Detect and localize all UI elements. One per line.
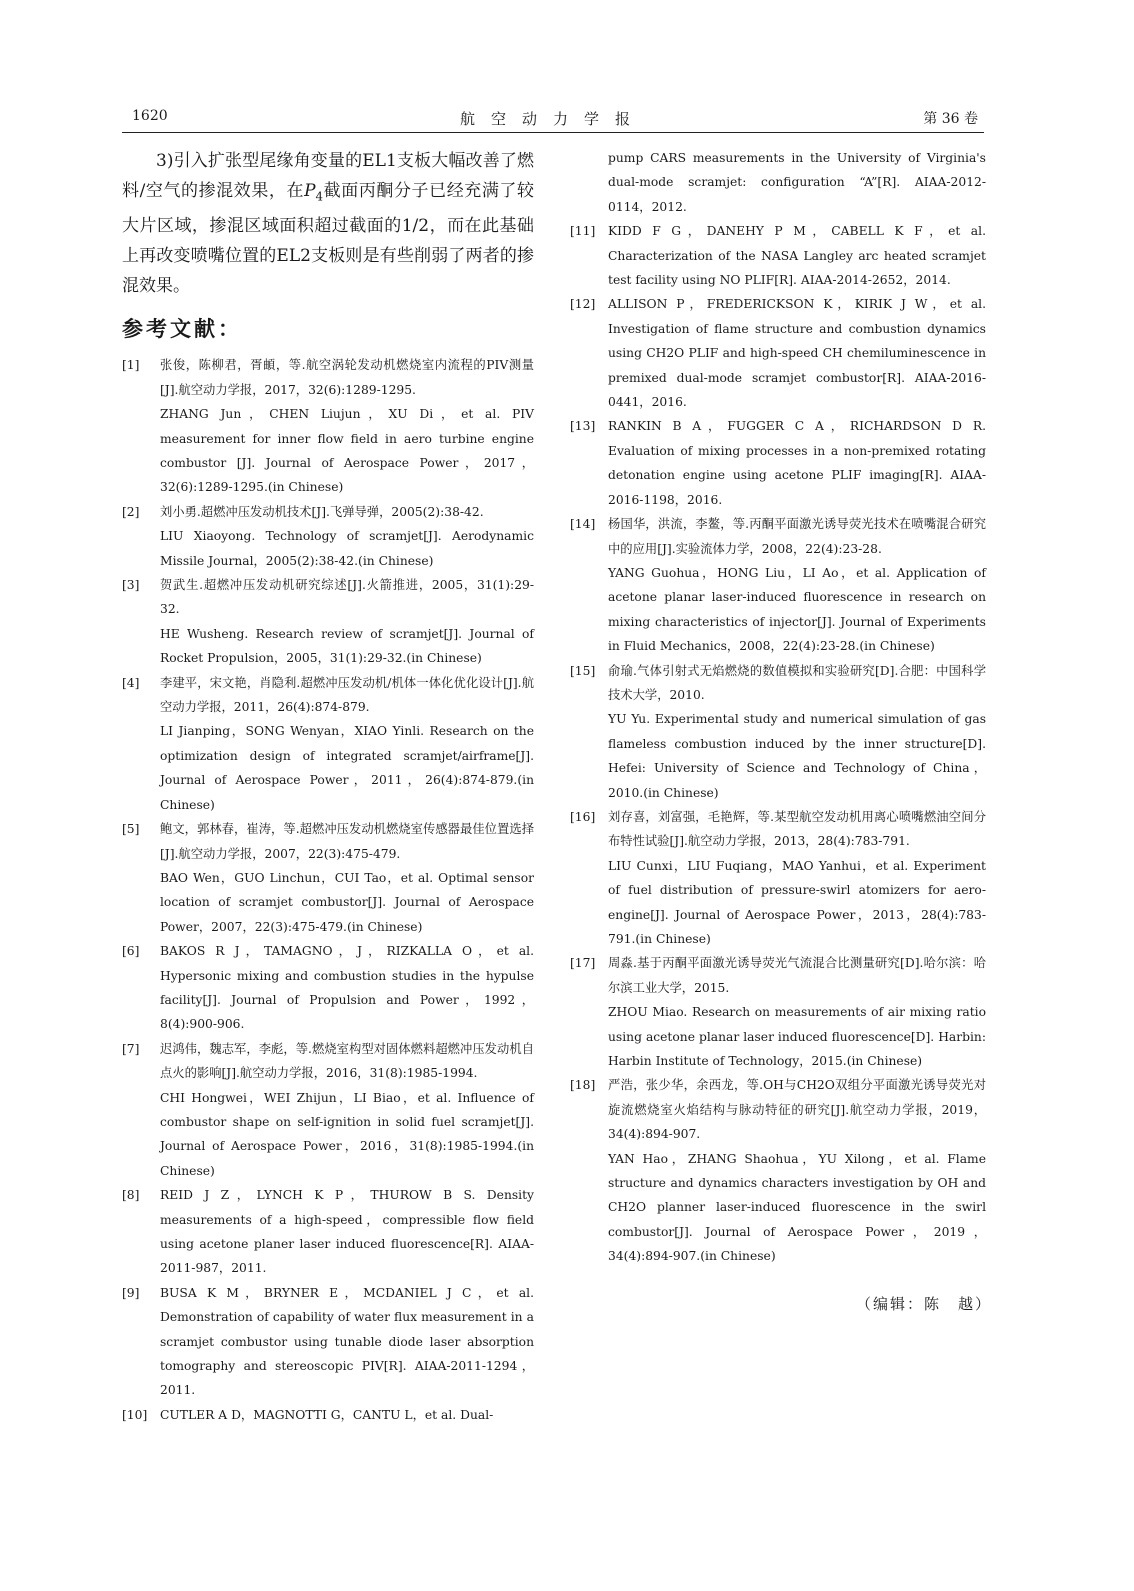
editor-note: （编辑：陈 越）: [855, 1295, 992, 1313]
reference-item: [570, 951, 986, 1073]
left-column: [122, 146, 534, 1427]
reference-line: 张俊，陈柳君，胥頔，等.航空涡轮发动机燃烧室内流程的PIV测量[J].航空动力学报，2017，32(6):1289-1295.: [160, 358, 534, 397]
reference-text: [160, 939, 534, 1037]
reference-item: [122, 573, 534, 671]
reference-list-left: [122, 353, 534, 1427]
reference-item: [122, 1281, 534, 1403]
reference-line: ZHANG Jun，CHEN Liujun，XU Di，et al. PIV measurement for inner flow field in aero turbine engine combustor [J]. Journal of Aerospace Power，2017，32(6):1289-1295.(in Chinese): [160, 407, 534, 495]
reference-item: [570, 659, 986, 805]
reference-line: BAO Wen，GUO Linchun，CUI Tao，et al. Optimal sensor location of scramjet combustor[J]. Journal of Aerospace Power，2007，22(3):475-479.(in Chinese): [160, 870, 534, 934]
volume-label: 第 36 卷: [923, 111, 978, 127]
references-heading: 参考文献：: [122, 317, 242, 342]
reference-item: [122, 1403, 534, 1427]
reference-item: [570, 219, 986, 292]
reference-number: [5]: [122, 822, 140, 837]
reference-line: 鲍文，郭林春，崔涛，等.超燃冲压发动机燃烧室传感器最佳位置选择[J].航空动力学报，2007，22(3):475-479.: [160, 822, 534, 861]
reference-line: REID J Z，LYNCH K P，THUROW B S. Density measurements of a high-speed，compressible flow field using acetone planer laser induced fluorescence[R]. AIAA-2011-987，2011.: [160, 1188, 534, 1276]
reference-number: [8]: [122, 1188, 140, 1203]
reference-text: [160, 353, 534, 499]
reference-text: [160, 500, 534, 573]
reference-item: [570, 1073, 986, 1268]
reference-line: 李建平，宋文艳，肖隐利.超燃冲压发动机/机体一体化优化设计[J].航空动力学报，2011，26(4):874-879.: [160, 675, 534, 715]
reference-number: [13]: [570, 419, 596, 434]
reference-item: [122, 817, 534, 939]
reference-line: 周淼.基于丙酮平面激光诱导荧光气流混合比测量研究[D].哈尔滨：哈尔滨工业大学，2015.: [608, 956, 986, 995]
reference-text: [608, 146, 986, 219]
reference-line: HE Wusheng. Research review of scramjet[J]. Journal of Rocket Propulsion，2005，31(1):29-32.(in Chinese): [160, 626, 534, 666]
reference-number: [16]: [570, 809, 596, 824]
reference-line: YU Yu. Experimental study and numerical simulation of gas flameless combustion induced by the inner structure[D]. Hefei: University of Science and Technology of China，2010.(in Chinese): [608, 712, 986, 800]
running-header: [122, 104, 984, 133]
reference-number: [9]: [122, 1285, 140, 1300]
reference-line: LIU Xiaoyong. Technology of scramjet[J]. Aerodynamic Missile Journal，2005(2):38-42.(in Chinese): [160, 529, 534, 568]
reference-text: [160, 671, 534, 817]
reference-line: 杨国华，洪流，李鳌，等.丙酮平面激光诱导荧光技术在喷嘴混合研究中的应用[J].实验流体力学，2008，22(4):23-28.: [608, 517, 986, 556]
reference-text: [160, 1183, 534, 1281]
reference-number: [7]: [122, 1041, 140, 1056]
reference-number: [12]: [570, 297, 596, 312]
reference-number: [18]: [570, 1078, 596, 1093]
reference-number: [1]: [122, 358, 140, 373]
reference-line: BAKOS R J，TAMAGNO，J，RIZKALLA O，et al. Hypersonic mixing and combustion studies in the hypulse facility[J]. Journal of Propulsion and Power，1992，8(4):900-906.: [160, 944, 534, 1032]
reference-text: [608, 1073, 986, 1268]
reference-text: [160, 1037, 534, 1183]
reference-line: 刘存喜，刘富强，毛艳辉，等.某型航空发动机用离心喷嘴燃油空间分布特性试验[J].航空动力学报，2013，28(4):783-791.: [608, 809, 986, 849]
reference-item: [570, 414, 986, 512]
reference-text: [160, 1281, 534, 1403]
reference-text: [608, 805, 986, 951]
reference-number: [570, 146, 608, 219]
reference-item: [122, 671, 534, 817]
reference-line: YAN Hao，ZHANG Shaohua，YU Xilong，et al. Flame structure and dynamics characters investigation by OH and CH2O planner laser-induced fluorescence in the swirl combustor[J]. Journal of Aerospace Power，2019，34(4):894-907.(in Chinese): [608, 1151, 986, 1264]
reference-item: [122, 1037, 534, 1183]
reference-number: [11]: [570, 224, 596, 239]
journal-title: 航空动力学报: [459, 110, 646, 128]
reference-text: [160, 817, 534, 939]
reference-number: [17]: [570, 956, 596, 971]
reference-line: pump CARS measurements in the University of Virginia's dual-mode scramjet: configuration “A”[R]. AIAA-2012-0114，2012.: [608, 151, 986, 214]
reference-item: [570, 805, 986, 951]
reference-line: 严浩，张少华，余西龙，等.OH与CH2O双组分平面激光诱导荧光对旋流燃烧室火焰结构与脉动特征的研究[J].航空动力学报，2019，34(4):894-907.: [608, 1078, 986, 1142]
reference-line: YANG Guohua，HONG Liu，LI Ao，et al. Application of acetone planar laser-induced fluorescence in research on mixing characteristics of injector[J]. Journal of Experiments in Fluid Mechanics，2008，22(4):23-28.(in Chinese): [608, 565, 986, 654]
reference-line: 俞瑜.气体引射式无焰燃烧的数值模拟和实验研究[D].合肥：中国科学技术大学，2010.: [608, 663, 986, 702]
reference-line: 刘小勇.超燃冲压发动机技术[J].飞弹导弹，2005(2):38-42.: [160, 504, 484, 519]
reference-line: ZHOU Miao. Research on measurements of air mixing ratio using acetone planar laser induced fluorescence[D]. Harbin: Harbin Institute of Technology，2015.(in Chinese): [608, 1005, 986, 1069]
reference-line: ALLISON P，FREDERICKSON K，KIRIK J W，et al. Investigation of flame structure and combustion dynamics using CH2O PLIF and high-speed CH chemiluminescence in premixed dual-mode scramjet combustor[R]. AIAA-2016-0441，2016.: [608, 297, 986, 410]
reference-item: [570, 512, 986, 658]
reference-number: [4]: [122, 675, 140, 690]
reference-line: KIDD F G，DANEHY P M，CABELL K F，et al. Characterization of the NASA Langley arc heated scramjet test facility using NO PLIF[R]. AIAA-2014-2652，2014.: [608, 224, 986, 288]
reference-item: [122, 939, 534, 1037]
reference-line: LI Jianping，SONG Wenyan，XIAO Yinli. Research on the optimization design of integrated scramjet/airframe[J]. Journal of Aerospace Power，2011，26(4):874-879.(in Chinese): [160, 724, 534, 812]
reference-item: [122, 353, 534, 499]
reference-text: [608, 219, 986, 292]
reference-line: LIU Cunxi，LIU Fuqiang，MAO Yanhui，et al. Experiment of fuel distribution of pressure-swirl atomizers for aero-engine[J]. Journal of Aerospace Power，2013，28(4):783-791.(in Chinese): [608, 858, 986, 946]
reference-line: RANKIN B A，FUGGER C A，RICHARDSON D R. Evaluation of mixing processes in a non-premixed rotating detonation engine using acetone PLIF imaging[R]. AIAA-2016-1198，2016.: [608, 419, 986, 507]
reference-line: 贺武生.超燃冲压发动机研究综述[J].火箭推进，2005，31(1):29-32.: [160, 578, 534, 617]
reference-text: [160, 573, 534, 671]
reference-text: [608, 951, 986, 1073]
reference-number: [15]: [570, 663, 596, 678]
reference-list-right: [570, 146, 986, 1269]
reference-number: [2]: [122, 504, 140, 519]
reference-line: 迟鸿伟，魏志军，李彪，等.燃烧室构型对固体燃料超燃冲压发动机自点火的影响[J].航空动力学报，2016，31(8):1985-1994.: [160, 1041, 534, 1081]
reference-line: CHI Hongwei，WEI Zhijun，LI Biao，et al. Influence of combustor shape on self-ignition in solid fuel scramjet[J]. Journal of Aerospace Power，2016，31(8):1985-1994.(in Chinese): [160, 1090, 534, 1178]
reference-item: [122, 500, 534, 573]
reference-text: [608, 512, 986, 658]
reference-text: [160, 1403, 534, 1427]
reference-line: BUSA K M，BRYNER E，MCDANIEL J C，et al. Demonstration of capability of water flux measurement in a scramjet combustor using tunable diode laser absorption tomography and stereoscopic PIV[R]. AIAA-2011-1294，2011.: [160, 1285, 534, 1398]
conclusion-paragraph: 3)引入扩张型尾缘角变量的EL1支板大幅改善了燃料/空气的掺混效果，在$P_4$截面丙酮分子已经充满了较大片区域，掺混区域面积超过截面的1/2，而在此基础上再改变喷嘴位置的EL2支板则是有些削弱了两者的掺混效果。: [122, 151, 534, 297]
reference-text: [608, 414, 986, 512]
reference-number: [3]: [122, 578, 140, 593]
reference-number: [10]: [122, 1407, 148, 1422]
reference-item: [570, 292, 986, 414]
reference-item: [122, 1183, 534, 1281]
reference-text: [608, 292, 986, 414]
reference-line: CUTLER A D，MAGNOTTI G，CANTU L，et al. Dual-: [160, 1407, 494, 1422]
reference-number: [14]: [570, 517, 596, 532]
reference-item: [570, 146, 986, 219]
right-column: [570, 146, 986, 1269]
page-number: 1620: [132, 108, 168, 124]
reference-text: [608, 659, 986, 805]
reference-number: [6]: [122, 944, 140, 959]
